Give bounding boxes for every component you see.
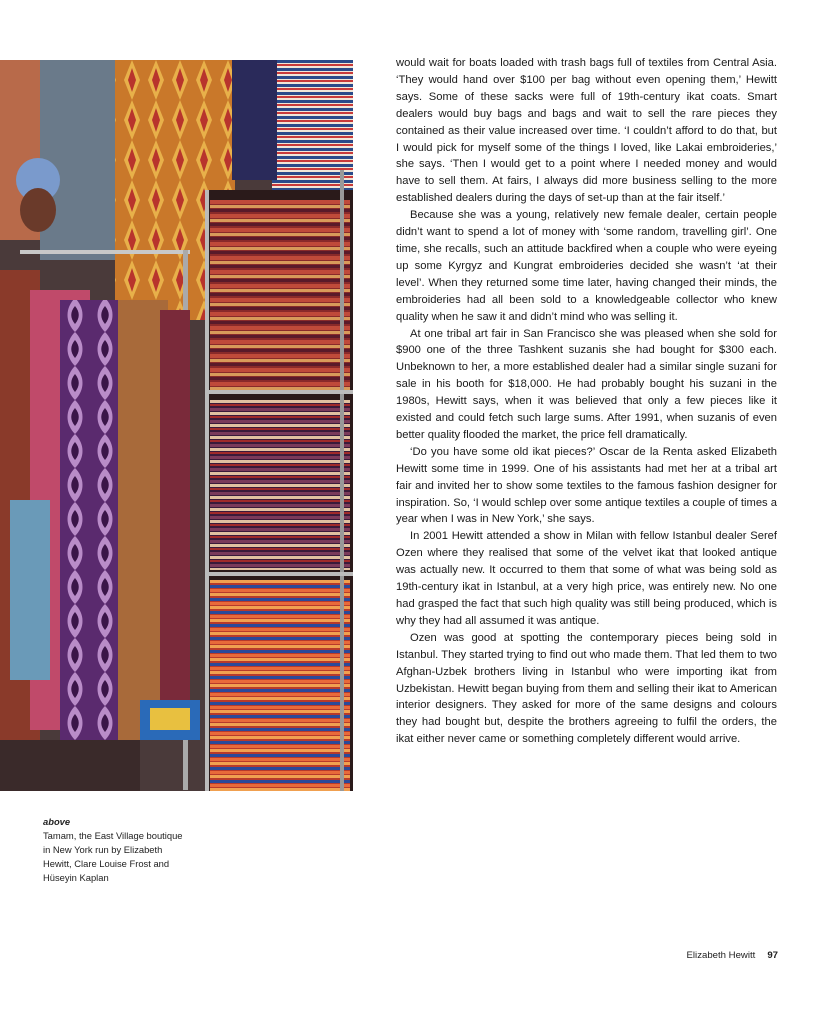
paragraph: ‘Do you have some old ikat pieces?’ Oscar de la Renta asked Elizabeth Hewitt some time in 1999. One of his assistants had met her at a tribal art fair and invited her to show some textiles to the famous fashion designer for inspiration. So, ‘I would schlep over some antique textiles a couple of times a year when I was in New York,’ she says. [396, 445, 777, 526]
paragraph: would wait for boats loaded with trash bags full of textiles from Central Asia. ‘They would hand over $100 per bag without even opening them,’ Hewitt says. Some of these sacks were full of 19th-century ikat coats. Smart dealers would buy bags and bags and wait to sell the rare pieces they contained as their value increased over time. ‘I couldn’t afford to do that, but I would pick for myself some of the things I loved, like Lakai embroideries,’ she says. ‘Then I would get to a point where I needed money and would have to sell them. At fairs, I always did more business selling to the more established dealers during the days of set-up than at the fair itself.’ [396, 57, 777, 205]
page-number: 97 [767, 950, 778, 961]
paragraph: In 2001 Hewitt attended a show in Milan with fellow Istanbul dealer Seref Ozen where they realised that some of the velvet ikat that looked antique was actually new. It occurred to them that some of what was being sold as 19th-century ikat in Istanbul, at a very high price, was entirely new. No one had grasped the fact that such high quality was still being produced, which is why they had all assumed it was antique. [396, 530, 777, 627]
paragraph: Because she was a young, relatively new female dealer, certain people didn’t want to spend a lot of money with ‘some random, travelling girl’. One time, she recalls, such an attitude backfired when a couple who were eyeing up some Kyrgyz and Kungrat embroideries decided she wasn’t ‘at their level’. When they returned some time later, having changed their minds, the embroideries had all been sold to a knowledgeable collector who knew quality when he saw it and didn’t mind who was selling it. [396, 209, 777, 323]
boutique-photo [0, 60, 353, 791]
paragraph: Ozen was good at spotting the contemporary pieces being sold in Istanbul. They started trying to find out who made them. That led them to two Afghan-Uzbek brothers living in Istanbul who were importing ikat from Uzbekistan. Hewitt began buying from them and selling their ikat to American interior designers. They asked for more of the same designs and colours they had bought but, despite the brothers agreeing to fulfil the orders, the ikat either never came or something completely different would arrive. [396, 631, 777, 746]
caption-label: above [43, 816, 71, 827]
article-body [396, 55, 777, 748]
caption-text: Tamam, the East Village boutique in New York run by Elizabeth Hewitt, Clare Louise Frost and Hüseyin Kaplan [43, 830, 183, 883]
paragraph: At one tribal art fair in San Francisco she was pleased when she sold for $900 one of the three Tashkent suzanis she had bought for $300 each. Unbeknown to her, a more established dealer had a similar single suzani for sale in his booth for $18,000. He had probably bought his suzani in the 1980s, Hewitt says, when it was believed that only a few pieces like it existed and could fetch such large sums. After 1991, when suzanis of even better quality flooded the market, the price fell dramatically. [396, 327, 777, 441]
page-footer [687, 950, 778, 961]
photo-caption [43, 815, 183, 885]
running-head: Elizabeth Hewitt [686, 950, 756, 961]
